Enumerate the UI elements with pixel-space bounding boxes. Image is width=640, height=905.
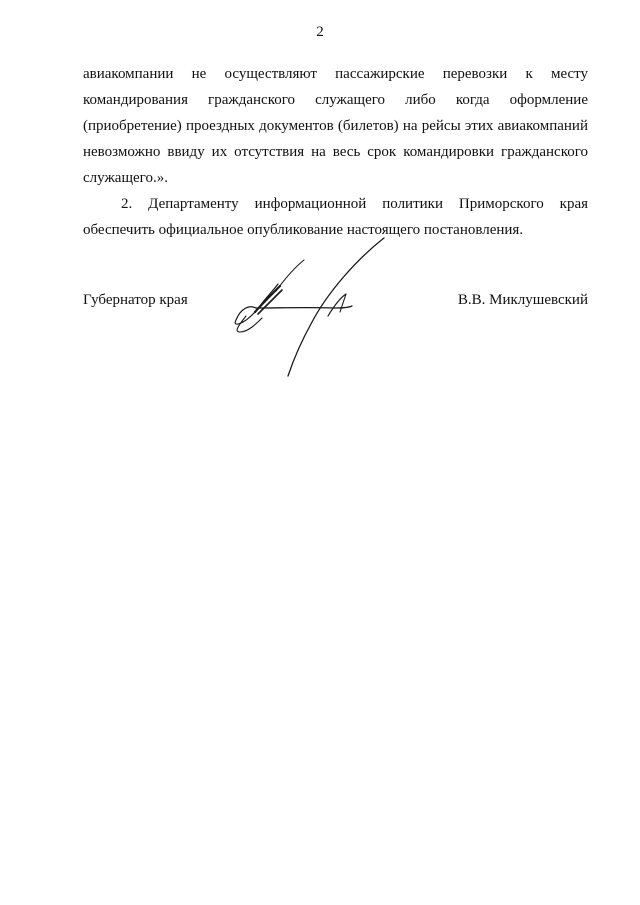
signatory-name: В.В. Миклушевский — [457, 292, 588, 308]
page-number: 2 — [316, 24, 324, 40]
paragraph-line: невозможно ввиду их отсутствия на весь срок командировки гражданского — [83, 144, 588, 160]
signatory-title: Губернатор края — [83, 292, 188, 308]
paragraph-line: служащего.». — [83, 170, 168, 186]
document-body — [83, 61, 588, 243]
paragraph-travel-conditions — [83, 61, 588, 191]
paragraph-line: 2. Департаменту информационной политики Приморского края — [121, 196, 588, 212]
paragraph-line: обеспечить официальное опубликование настоящего постановления. — [83, 222, 524, 238]
paragraph-line: авиакомпании не осуществляют пассажирские перевозки к месту — [83, 66, 588, 82]
handwritten-signature — [228, 236, 443, 381]
paragraph-line: (приобретение) проездных документов (билетов) на рейсы этих авиакомпаний — [83, 118, 588, 134]
paragraph-line: командирования гражданского служащего либо когда оформление — [83, 92, 588, 108]
